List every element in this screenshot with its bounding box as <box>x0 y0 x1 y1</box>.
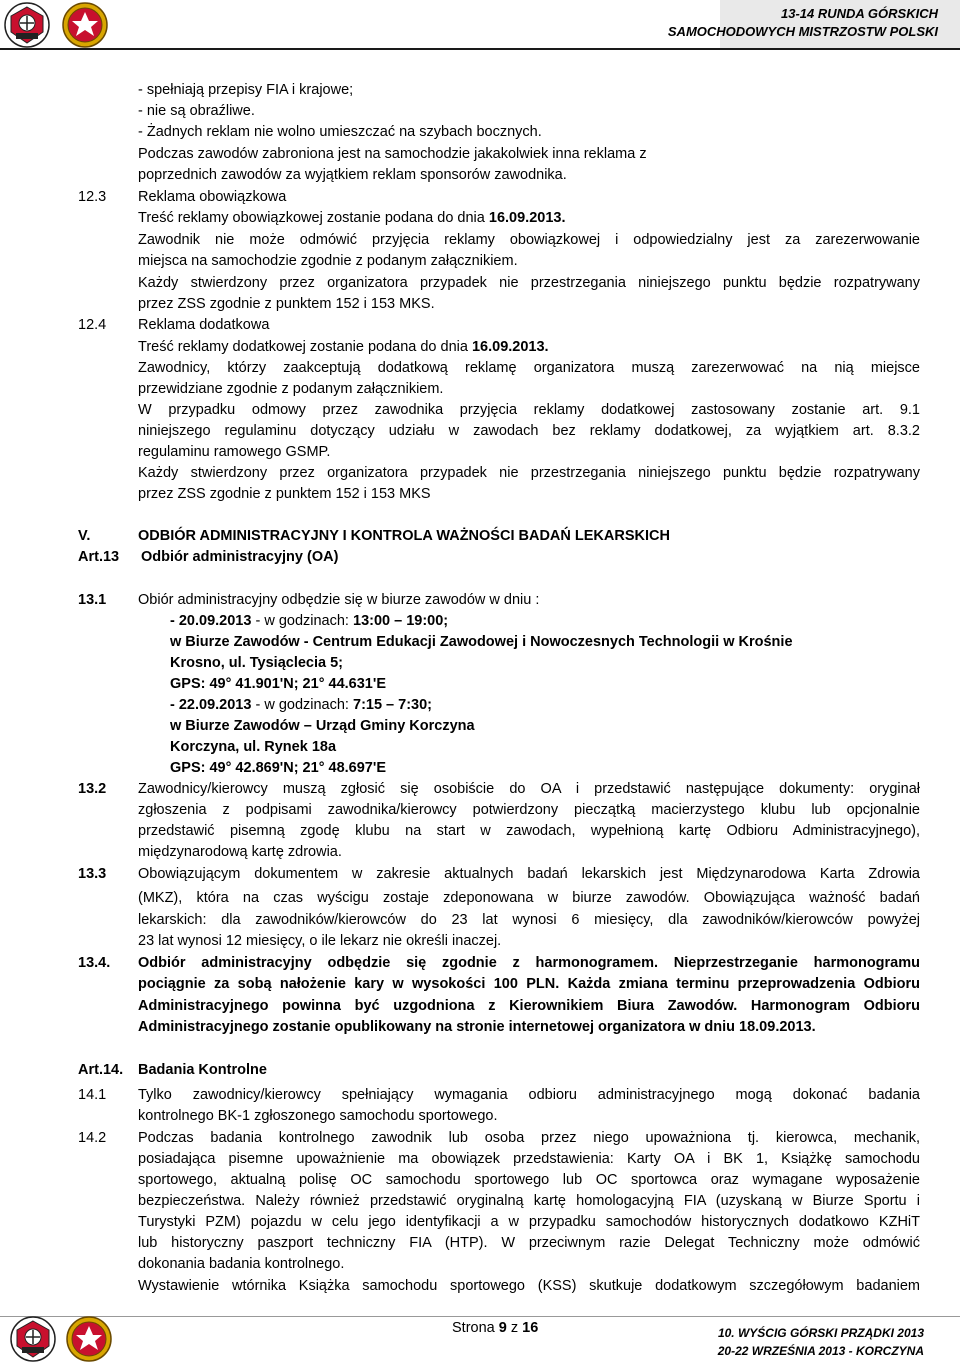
para-additional-accept-2: przewidziane zgodnie z podanym załącznikiem. <box>138 381 444 397</box>
date-mandatory: 16.09.2013. <box>488 210 566 226</box>
section-number-12-3: 12.3 <box>78 189 107 205</box>
club-emblem-footer-icon <box>66 1316 112 1362</box>
pickup-day2-time: - 22.09.2013 - w godzinach: 7:15 – 7:30; <box>170 697 432 713</box>
bullet-fia: - spełniają przepisy FIA i krajowe; <box>138 82 354 98</box>
medical-line-3: lekarskich: dla zawodników/kierowców do 23 lat wynosi 6 miesięcy, dla zawodników/kierowców powyżej <box>138 912 920 928</box>
para-additional-violation-1: Każdy stwierdzony przez organizatora przypadek nie przestrzegania niniejszego punktu będzie rozpatrywany <box>138 465 920 481</box>
footer-title-line1: 10. WYŚCIG GÓRSKI PRZĄDKI 2013 <box>717 1326 924 1340</box>
pickup-day1-gps: GPS: 49° 41.901'N; 21° 44.631'E <box>170 676 386 692</box>
para-mandatory-violation-1: Każdy stwierdzony przez organizatora przypadek nie przestrzegania niniejszego punktu będzie rozpatrywany <box>138 275 920 291</box>
para-additional-refuse-3: regulaminu ramowego GSMP. <box>138 444 331 460</box>
para-mandatory-refuse-2: miejsca na samochodzie zgodnie z podanym załącznikiem. <box>138 253 518 269</box>
pickup-day2-gps: GPS: 49° 42.869'N; 21° 48.697'E <box>170 760 386 776</box>
section-number-12-4: 12.4 <box>78 317 107 333</box>
inspection-eligibility-1: Tylko zawodnicy/kierowcy spełniający wymagania odbioru administracyjnego mogą dokonać badania <box>138 1087 920 1103</box>
medical-line-4: 23 lat wynosi 12 miesięcy, o ile lekarz nie określi inaczej. <box>138 933 502 949</box>
documents-line-4: międzynarodową kartę zdrowia. <box>138 844 342 860</box>
inspection-line-4: bezpieczeństwa. Należy również przedstawić oryginalną kartę homologacyjną FIA (uzyskaną w Biurze Sportu i <box>138 1193 920 1209</box>
inspection-line-1: Podczas badania kontrolnego zawodnik lub osoba przez niego upoważniona tj. kierowca, mechanik, <box>138 1130 920 1146</box>
bullet-side-windows: - Żadnych reklam nie wolno umieszczać na szybach bocznych. <box>138 124 542 140</box>
section-number-13-2: 13.2 <box>78 781 107 797</box>
header-title-line2: SAMOCHODOWYCH MISTRZOSTW POLSKI <box>667 24 938 39</box>
pickup-day1-address: Krosno, ul. Tysiąclecia 5; <box>170 655 343 671</box>
para-additional-accept-1: Zawodnicy, którzy zaakceptują dodatkową reklamę organizatora muszą zarezerwować na nią miejsce <box>138 360 920 376</box>
para-additional-date: Treść reklamy dodatkowej zostanie podana do dnia 16.09.2013. <box>138 339 549 355</box>
page-number: Strona 9 z 16 <box>452 1320 539 1336</box>
pickup-day1-time: - 20.09.2013 - w godzinach: 13:00 – 19:00; <box>170 613 449 629</box>
para-prohibited-1: Podczas zawodów zabroniona jest na samochodzie jakakolwiek inna reklama z <box>138 146 647 162</box>
para-prohibited-2: poprzednich zawodów za wyjątkiem reklam sponsorów zawodnika. <box>138 167 567 183</box>
section-number-14-1: 14.1 <box>78 1087 107 1103</box>
inspection-eligibility-2: kontrolnego BK-1 zgłoszonego samochodu sportowego. <box>138 1108 498 1124</box>
pickup-day2-place: w Biurze Zawodów – Urząd Gminy Korczyna <box>170 718 475 734</box>
pickup-day2-address: Korczyna, ul. Rynek 18a <box>170 739 337 755</box>
schedule-line-2: pociągnie za sobą nałożenie kary w wysokości 100 PLN. Każda zmiana terminu przeprowadzenia Odbioru <box>138 976 920 992</box>
documents-line-3: przedstawić pisemną zgodę klubu na start w zawodach, wypełnioną kartę Odbioru Administracyjnego), <box>138 823 920 839</box>
schedule-line-4: Administracyjnego zostanie opublikowany na stronie internetowej organizatora w dniu 18.09.2013. <box>138 1019 816 1035</box>
para-mandatory-violation-2: przez ZSS zgodnie z punktem 152 i 153 MKS. <box>138 296 435 312</box>
section-number-13-3: 13.3 <box>78 866 107 882</box>
section-number-13-4: 13.4. <box>78 955 111 971</box>
inspection-line-8: Wystawienie wtórnika Książka samochodu sportowego (KSS) skutkuje dodatkowym szczegółowym badaniem <box>138 1278 920 1294</box>
bullet-not-offensive: - nie są obraźliwe. <box>138 103 255 119</box>
club-emblem-icon <box>62 2 108 48</box>
article-14-title: Badania Kontrolne <box>138 1062 267 1078</box>
heading-additional-ad: Reklama dodatkowa <box>138 317 270 333</box>
chapter-number: V. <box>78 528 91 544</box>
pickup-day1-place: w Biurze Zawodów - Centrum Edukacji Zawodowej i Nowoczesnych Technologii w Krośnie <box>170 634 793 650</box>
footer-rule <box>0 1316 960 1317</box>
pzm-logo-footer-icon <box>10 1316 56 1362</box>
documents-line-2: zgłoszenia z podpisami zawodnika/kierowcy potwierdzony pieczątką macierzystego klubu lub opcjonalnie <box>138 802 920 818</box>
schedule-line-3: Administracyjnego powinna być uzgodniona z Kierownikiem Biura Zawodów. Harmonogram Odbioru <box>138 998 920 1014</box>
article-13-number: Art.13 <box>78 549 120 565</box>
para-additional-refuse-1: W przypadku odmowy przez zawodnika przyjęcia reklamy dodatkowej zastosowany zostanie art. 9.1 <box>138 402 920 418</box>
heading-mandatory-ad: Reklama obowiązkowa <box>138 189 287 205</box>
inspection-line-5: Turystyki PZM) pojazdu w celu jego identyfikacji a w przypadku samochodów historycznych dodatkowo KZHiT <box>138 1214 920 1230</box>
documents-line-1: Zawodnicy/kierowcy muszą zgłosić się osobiście do OA i przedstawić następujące dokumenty: oryginał <box>138 781 920 797</box>
medical-line-2: (MKZ), która na czas wyścigu zostaje zdeponowana w biurze zawodów. Obowiązująca ważność badań <box>138 890 920 906</box>
pickup-intro: Obiór administracyjny odbędzie się w biurze zawodów w dniu : <box>138 592 540 608</box>
inspection-line-7: dokonania badania kontrolnego. <box>138 1256 345 1272</box>
article-13-title: Odbiór administracyjny (OA) <box>141 549 339 565</box>
header-title-line1: 13-14 RUNDA GÓRSKICH <box>781 6 938 21</box>
para-additional-violation-2: przez ZSS zgodnie z punktem 152 i 153 MKS <box>138 486 431 502</box>
header-rule <box>0 48 960 50</box>
section-number-13-1: 13.1 <box>78 592 107 608</box>
schedule-line-1: Odbiór administracyjny odbędzie się zgodnie z harmonogramem. Nieprzestrzeganie harmonogramu <box>138 955 920 971</box>
pzm-logo-icon <box>4 2 50 48</box>
footer-title-line2: 20-22 WRZEŚNIA 2013 - KORCZYNA <box>717 1344 924 1358</box>
chapter-title: ODBIÓR ADMINISTRACYJNY I KONTROLA WAŻNOŚCI BADAŃ LEKARSKICH <box>138 528 670 544</box>
para-additional-refuse-2: niniejszego regulaminu dotyczący udziału w zawodach bez reklamy dodatkowej, za wyjątkiem art. 8.3.2 <box>138 423 920 439</box>
article-14-number: Art.14. <box>78 1062 124 1078</box>
para-mandatory-refuse-1: Zawodnik nie może odmówić przyjęcia reklamy obowiązkowej i odpowiedzialny jest za zarezerwowanie <box>138 232 920 248</box>
section-number-14-2: 14.2 <box>78 1130 107 1146</box>
medical-line-1: Obowiązującym dokumentem w zakresie aktualnych badań lekarskich jest Międzynarodowa Karta Zdrowia <box>138 866 920 882</box>
inspection-line-2: posiadająca pisemne upoważnienie ma obowiązek przedstawienia: Karty OA i BK 1, Książkę samochodu <box>138 1151 920 1167</box>
para-mandatory-date: Treść reklamy obowiązkowej zostanie podana do dnia 16.09.2013. <box>138 210 566 226</box>
date-additional: 16.09.2013. <box>471 339 549 355</box>
inspection-line-3: sportowego, aktualną polisę OC samochodu sportowego lub OC sportowca oraz wymagane wyposażenie <box>138 1172 920 1188</box>
inspection-line-6: lub historyczny paszport techniczny FIA (HTP). W przeciwnym razie Delegat Techniczny może odmówić <box>138 1235 920 1251</box>
